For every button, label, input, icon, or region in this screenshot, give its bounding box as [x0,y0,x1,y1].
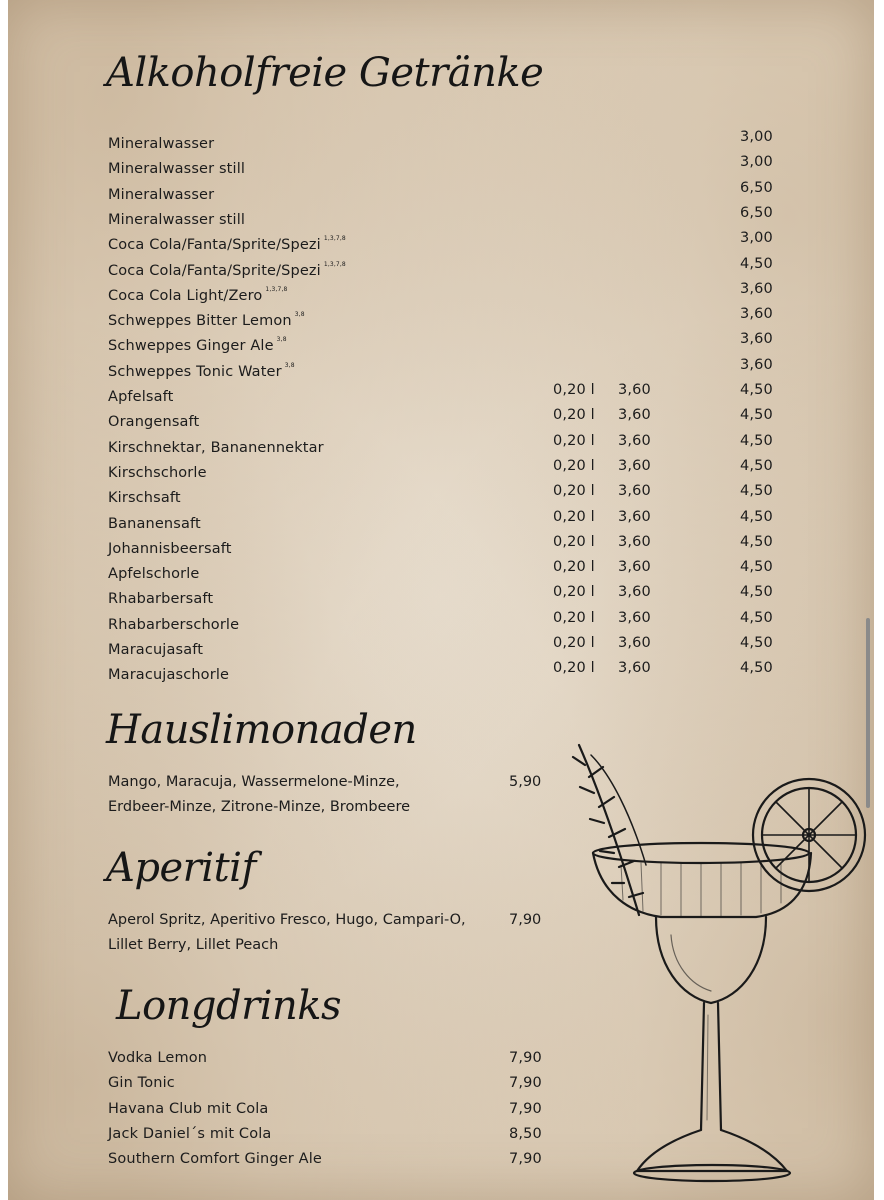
item-name: Apfelsaft [108,389,174,405]
aperitif-line-2: Lillet Berry, Lillet Peach [108,937,279,953]
item-name: Maracujaschorle [108,667,230,684]
item-size-small: 0,20 l [553,559,595,576]
item-name: Apfelschorle [108,566,200,583]
item-size-small: 0,20 l [553,508,595,525]
item-name: Coca Cola Light/Zero $^{1,3,7,8}$ [108,285,288,304]
item-name: Mineralwasser [108,136,215,152]
item-price: 6,50 [740,179,773,196]
item-price-small: 3,60 [618,382,651,398]
longdrink-name: Havana Club mit Cola [108,1100,269,1117]
item-price: 4,50 [740,457,773,474]
allergen-codes: 3,8 [284,361,295,369]
item-name: Kirschschorle [108,464,207,481]
item-price-small: 3,60 [618,432,651,449]
item-size-small: 0,20 l [553,609,595,626]
item-price: 4,50 [740,635,773,651]
section-title-hauslimonaden: Hauslimonaden [106,707,417,753]
item-name: Coca Cola/Fanta/Sprite/Spezi $^{1,3,7,8}$ [108,235,346,254]
section-title-longdrinks: Longdrinks [116,983,342,1029]
item-price: 4,50 [740,382,773,398]
item-name: Schweppes Tonic Water $^{3,8}$ [108,361,295,380]
aperitif-line-1: Aperol Spritz, Aperitivo Fresco, Hugo, Campari-O, [108,912,466,928]
item-price: 4,50 [740,660,773,677]
allergen-codes: 3,8 [294,311,305,319]
item-size-small: 0,20 l [553,533,595,550]
item-price: 4,50 [740,255,773,272]
longdrink-price: 7,90 [509,1050,542,1066]
item-price: 3,00 [740,129,773,145]
item-price: 3,00 [740,230,773,247]
item-price: 6,50 [740,204,773,221]
item-name: Schweppes Ginger Ale $^{3,8}$ [108,336,287,355]
item-size-small: 0,20 l [553,432,595,449]
item-size-small: 0,20 l [553,584,595,601]
item-price-small: 3,60 [618,609,651,626]
item-price: 3,00 [740,154,773,171]
item-name: Rhabarbersaft [108,591,214,608]
scrollbar[interactable] [866,618,870,808]
longdrink-name: Southern Comfort Ginger Ale [108,1151,322,1168]
longdrink-price: 7,90 [509,1100,542,1117]
item-price-small: 3,60 [618,559,651,576]
allergen-codes: 1,3,7,8 [323,260,346,268]
item-price-small: 3,60 [618,407,651,424]
item-price-small: 3,60 [618,584,651,601]
item-price: 4,50 [740,609,773,626]
item-price: 3,60 [740,331,773,348]
allergen-codes: 1,3,7,8 [323,235,346,243]
item-price: 4,50 [740,483,773,500]
item-size-small: 0,20 l [553,457,595,474]
item-name: Mineralwasser still [108,211,246,228]
longdrink-price: 7,90 [509,1075,542,1092]
aperitif-price: 7,90 [509,912,542,928]
item-name: Mineralwasser still [108,161,246,178]
item-name: Orangensaft [108,414,200,431]
item-name: Johannisbeersaft [108,540,232,557]
item-name: Schweppes Bitter Lemon $^{3,8}$ [108,311,305,330]
item-price: 3,60 [740,356,773,373]
item-size-small: 0,20 l [553,382,595,398]
longdrink-name: Jack Daniel´s mit Cola [108,1125,272,1142]
item-price-small: 3,60 [618,483,651,500]
hauslimonaden-line-2: Erdbeer-Minze, Zitrone-Minze, Brombeere [108,799,411,815]
item-name: Rhabarberschorle [108,616,240,633]
item-price: 4,50 [740,407,773,424]
allergen-codes: 3,8 [276,336,287,344]
hauslimonaden-price: 5,90 [509,774,542,790]
item-size-small: 0,20 l [553,407,595,424]
item-price: 3,60 [740,306,773,323]
item-name: Kirschnektar, Bananennektar [108,439,324,456]
item-price: 3,60 [740,280,773,297]
item-price: 4,50 [740,584,773,601]
item-size-small: 0,20 l [553,483,595,500]
longdrink-price: 7,90 [509,1151,542,1168]
longdrink-name: Gin Tonic [108,1075,175,1092]
item-size-small: 0,20 l [553,635,595,651]
item-price-small: 3,60 [618,457,651,474]
item-price-small: 3,60 [618,635,651,651]
item-price: 4,50 [740,508,773,525]
item-price-small: 3,60 [618,533,651,550]
item-price: 4,50 [740,533,773,550]
item-price: 4,50 [740,432,773,449]
item-name: Bananensaft [108,515,201,532]
longdrink-price: 8,50 [509,1125,542,1142]
item-name: Kirschsaft [108,490,181,507]
item-price-small: 3,60 [618,508,651,525]
section-title-aperitif: Aperitif [106,845,256,891]
section-title-alkoholfrei: Alkoholfreie Getränke [106,50,544,96]
menu-page [8,0,874,1200]
item-size-small: 0,20 l [553,660,595,677]
item-price-small: 3,60 [618,660,651,677]
hauslimonaden-line-1: Mango, Maracuja, Wassermelone-Minze, [108,774,400,790]
item-name: Maracujasaft [108,642,204,658]
allergen-codes: 1,3,7,8 [265,285,288,293]
cocktail-glass-icon [561,735,871,1195]
item-price: 4,50 [740,559,773,576]
item-name: Coca Cola/Fanta/Sprite/Spezi $^{1,3,7,8}$ [108,260,346,279]
longdrink-name: Vodka Lemon [108,1050,208,1066]
item-name: Mineralwasser [108,186,215,203]
